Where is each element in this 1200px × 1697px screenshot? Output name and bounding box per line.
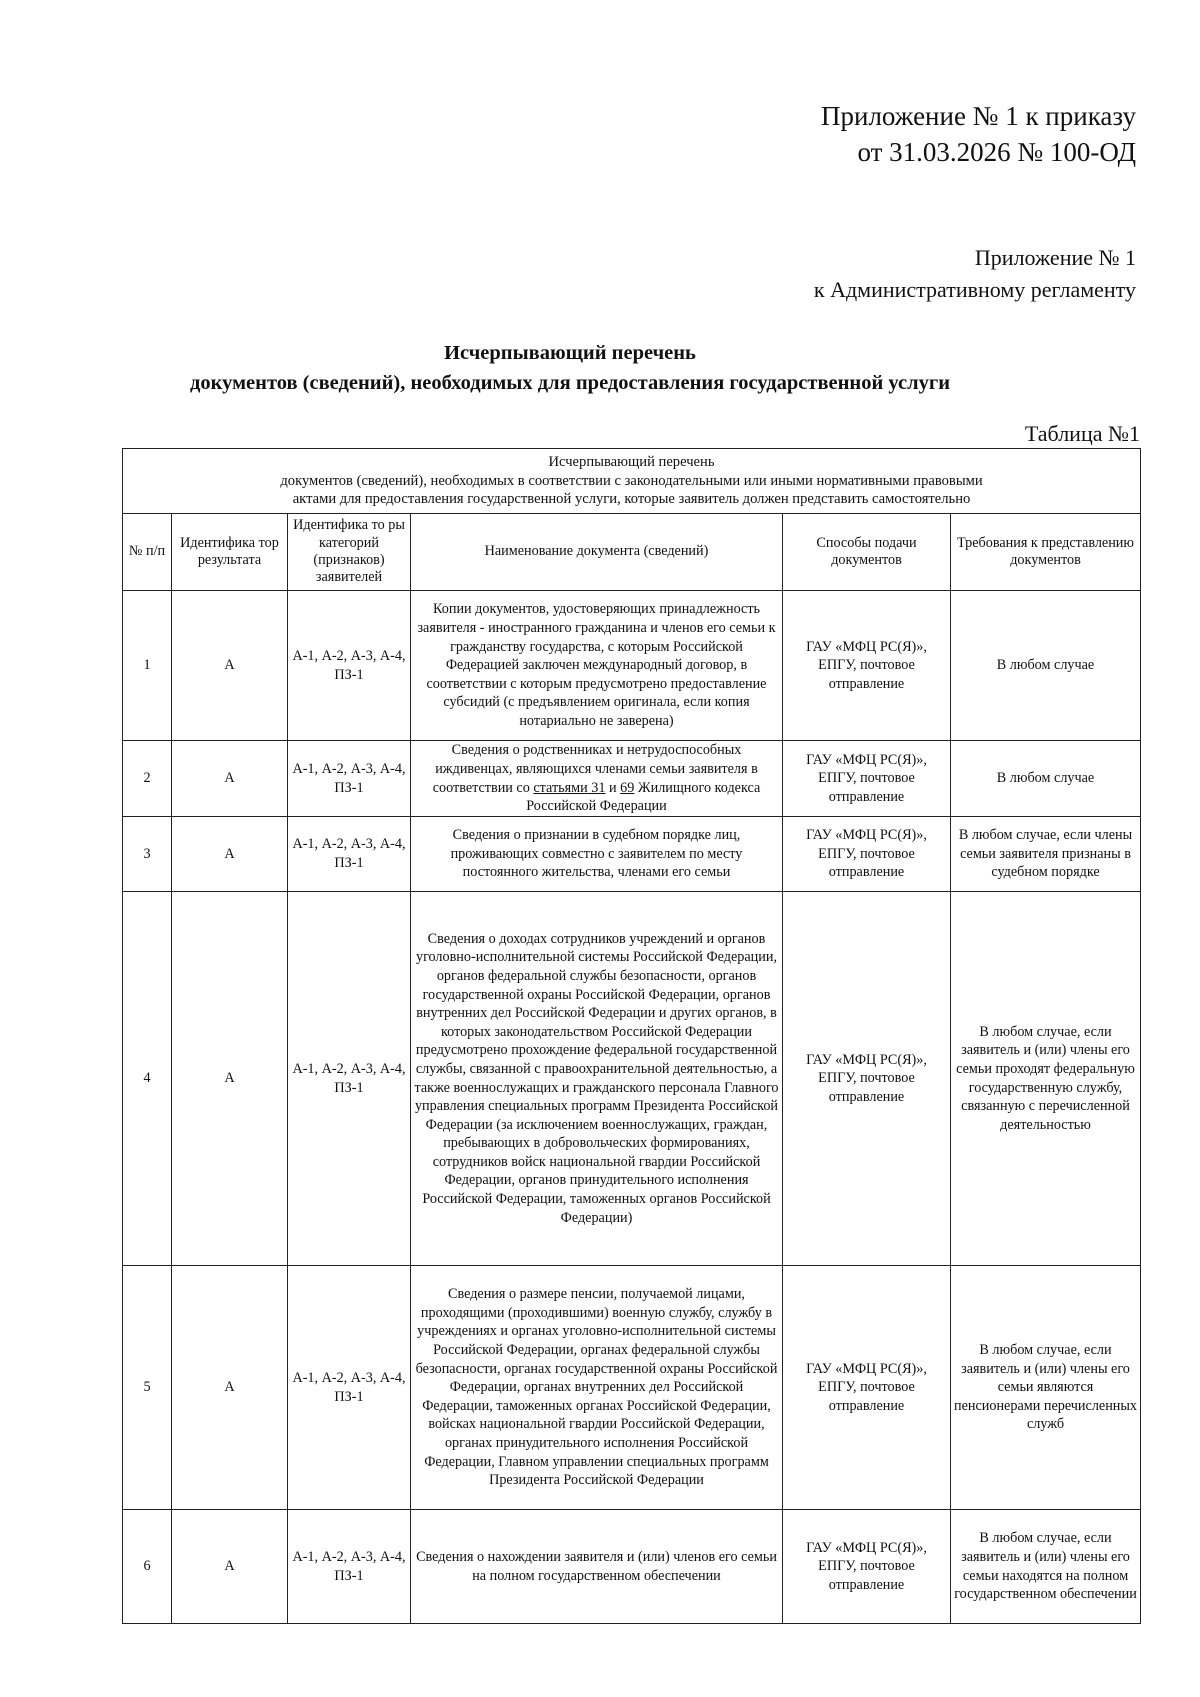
table-caption bbox=[123, 449, 1141, 514]
document-name: Сведения о нахождении заявителя и (или) членов его семьи на полном государственном обеспечении bbox=[411, 1510, 783, 1624]
requirements: В любом случае, если заявитель и (или) члены его семьи находятся на полном государственном обеспечении bbox=[951, 1510, 1141, 1624]
table-row bbox=[123, 1266, 1141, 1510]
document-name: Сведения о размере пенсии, получаемой лицами, проходящими (проходившими) военную службу, службу в учреждениях и органах уголовно-исполнительной системы Российской Федерации, органах федеральной службы безопасности, органах государственной охраны Российской Федерации, органах внутренних дел Российской Федерации, таможенных органах Российской Федерации, войсках национальной гвардии Российской Федерации, органах принудительного исполнения Российской Федерации, Главном управлении специальных программ Президента Российской Федерации bbox=[411, 1266, 783, 1510]
document-name-tail: Жилищного кодекса Российской Федерации bbox=[526, 779, 761, 815]
requirements: В любом случае, если заявитель и (или) члены его семьи являются пенсионерами перечисленных служб bbox=[951, 1266, 1141, 1510]
table-row bbox=[123, 817, 1141, 892]
result-id: А bbox=[172, 1510, 288, 1624]
table-row bbox=[123, 1510, 1141, 1624]
requirements: В любом случае, если члены семьи заявителя признаны в судебном порядке bbox=[951, 817, 1141, 892]
column-header-methods: Способы подачи документов bbox=[783, 514, 951, 591]
document-name: Копии документов, удостоверяющих принадлежность заявителя - иностранного гражданина и членов его семьи к гражданству государства, с которым Российской Федерацией заключен международный договор, в соответствии с которым предусмотрено предоставление субсидий (с предъявлением оригинала, если копия нотариально не заверена) bbox=[411, 591, 783, 741]
table-label: Таблица №1 bbox=[1024, 421, 1140, 446]
submission-methods: ГАУ «МФЦ РС(Я)», ЕПГУ, почтовое отправление bbox=[783, 741, 951, 817]
category-ids: А-1, А-2, А-3, А-4, ПЗ-1 bbox=[288, 1510, 411, 1624]
document-title-line1: Исчерпывающий перечень bbox=[444, 342, 696, 364]
appendix-reference-line1: Приложение № 1 bbox=[974, 245, 1136, 270]
column-header-num: № п/п bbox=[123, 514, 172, 591]
row-number: 5 bbox=[123, 1266, 172, 1510]
row-number: 2 bbox=[123, 741, 172, 817]
submission-methods: ГАУ «МФЦ РС(Я)», ЕПГУ, почтовое отправление bbox=[783, 817, 951, 892]
document-name: Сведения о признании в судебном порядке лиц, проживающих совместно с заявителем по месту постоянного жительства, членами его семьи bbox=[411, 817, 783, 892]
category-ids: А-1, А-2, А-3, А-4, ПЗ-1 bbox=[288, 1266, 411, 1510]
table-row bbox=[123, 892, 1141, 1266]
order-reference bbox=[821, 98, 1136, 170]
result-id: А bbox=[172, 591, 288, 741]
table-caption-line1: Исчерпывающий перечень bbox=[548, 454, 715, 471]
article-69-link[interactable]: 69 bbox=[620, 779, 635, 796]
table-row bbox=[123, 591, 1141, 741]
submission-methods: ГАУ «МФЦ РС(Я)», ЕПГУ, почтовое отправление bbox=[783, 1266, 951, 1510]
requirements: В любом случае bbox=[951, 591, 1141, 741]
column-header-row bbox=[123, 514, 1141, 591]
requirements: В любом случае bbox=[951, 741, 1141, 817]
row-number: 6 bbox=[123, 1510, 172, 1624]
submission-methods: ГАУ «МФЦ РС(Я)», ЕПГУ, почтовое отправление bbox=[783, 892, 951, 1266]
row-number: 3 bbox=[123, 817, 172, 892]
result-id: А bbox=[172, 741, 288, 817]
table-caption-line2: документов (сведений), необходимых в соответствии с законодательными или иными нормативными правовыми bbox=[280, 472, 983, 489]
order-reference-line1: Приложение № 1 к приказу bbox=[821, 101, 1136, 131]
document-title-line2: документов (сведений), необходимых для предоставления государственной услуги bbox=[189, 372, 951, 394]
category-ids: А-1, А-2, А-3, А-4, ПЗ-1 bbox=[288, 892, 411, 1266]
result-id: А bbox=[172, 817, 288, 892]
documents-table bbox=[122, 448, 1141, 1624]
category-ids: А-1, А-2, А-3, А-4, ПЗ-1 bbox=[288, 741, 411, 817]
document-name bbox=[411, 741, 783, 817]
document-title bbox=[0, 338, 1140, 398]
result-id: А bbox=[172, 892, 288, 1266]
column-header-category-id: Идентифика то ры категорий (признаков) заявителей bbox=[288, 514, 411, 591]
appendix-reference bbox=[814, 242, 1136, 306]
submission-methods: ГАУ «МФЦ РС(Я)», ЕПГУ, почтовое отправление bbox=[783, 1510, 951, 1624]
column-header-result-id: Идентифика тор результата bbox=[172, 514, 288, 591]
document-name-text: Сведения о родственниках и нетрудоспособных иждивенцах, являющихся членами семьи заявителя в соответствии со bbox=[432, 742, 758, 796]
document-name-conjunction: и bbox=[605, 779, 621, 796]
column-header-doc-name: Наименование документа (сведений) bbox=[411, 514, 783, 591]
document-name: Сведения о доходах сотрудников учреждений и органов уголовно-исполнительной системы Российской Федерации, органов федеральной службы безопасности, органов государственной охраны Российской Федерации, органов внутренних дел Российской Федерации и других органов, в которых законодательством Российской Федерации предусмотрено прохождение федеральной государственной службы, связанной с правоохранительной деятельностью, а также военнослужащих и гражданского персонала Главного управления специальных программ Президента Российской Федерации (за исключением военнослужащих, граждан, пребывающих в добровольческих формированиях, сотрудников войск национальной гвардии Российской Федерации, органов принудительного исполнения Российской Федерации, таможенных органов Российской Федерации) bbox=[411, 892, 783, 1266]
table-caption-line3: актами для предоставления государственной услуги, которые заявитель должен представить самостоятельно bbox=[292, 491, 971, 508]
row-number: 4 bbox=[123, 892, 172, 1266]
requirements: В любом случае, если заявитель и (или) члены его семьи проходят федеральную государственную службу, связанную с перечисленной деятельностью bbox=[951, 892, 1141, 1266]
row-number: 1 bbox=[123, 591, 172, 741]
order-reference-line2: от 31.03.2026 № 100-ОД bbox=[857, 137, 1136, 167]
category-ids: А-1, А-2, А-3, А-4, ПЗ-1 bbox=[288, 591, 411, 741]
submission-methods: ГАУ «МФЦ РС(Я)», ЕПГУ, почтовое отправление bbox=[783, 591, 951, 741]
column-header-requirements: Требования к представлению документов bbox=[951, 514, 1141, 591]
result-id: А bbox=[172, 1266, 288, 1510]
article-31-link[interactable]: статьями 31 bbox=[533, 779, 606, 796]
table-row bbox=[123, 741, 1141, 817]
table-caption-row bbox=[123, 449, 1141, 514]
appendix-reference-line2: к Административному регламенту bbox=[813, 277, 1136, 302]
category-ids: А-1, А-2, А-3, А-4, ПЗ-1 bbox=[288, 817, 411, 892]
